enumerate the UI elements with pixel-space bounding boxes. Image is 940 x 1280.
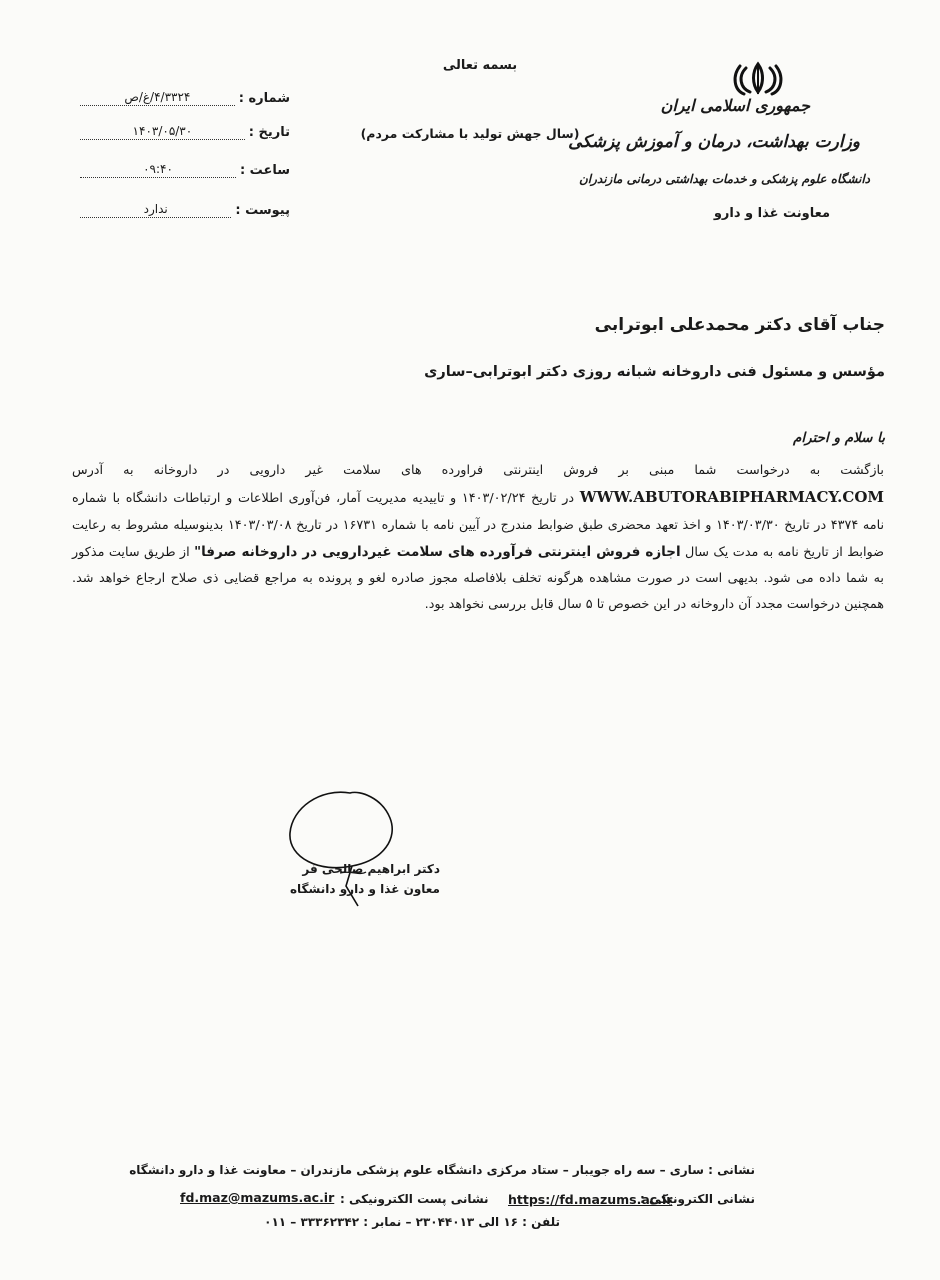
body-part-1: بازگشت به درخواست شما مبنی بر فروش اینترنتی فراورده های سلامت غیر دارویی در داروخانه به آدرس bbox=[72, 463, 884, 478]
letterhead-country: جمهوری اسلامی ایران bbox=[660, 96, 810, 115]
bismillah-heading: بسمه تعالی bbox=[442, 58, 518, 73]
body-part-3: از طریق سایت مذکور به شما داده می شود. بدیهی است در صورت مشاهده هرگونه تخلف بلافاصله مجوز صادره لغو و پرونده به مراجع قضایی ذی صلاح ارجاع خواهد شد. همچنین درخواست مجدد آن داروخانه در این خصوص تا ۵ سال قابل بررسی نخواهد بود. bbox=[72, 544, 884, 613]
letterhead-department: معاونت غذا و دارو bbox=[713, 206, 830, 221]
meta-time-label: ساعت : bbox=[239, 163, 290, 178]
signatory-name: دکتر ابراهیم صالحی فر bbox=[302, 862, 440, 876]
pharmacy-url: WWW.ABUTORABIPHARMACY.COM bbox=[579, 488, 884, 507]
year-slogan: (سال جهش تولید با مشارکت مردم) bbox=[360, 126, 580, 141]
meta-time-value: ۰۹:۴۰ bbox=[80, 162, 236, 178]
meta-number-value: ۴/۳۳۲۴/غ/ص bbox=[80, 90, 235, 106]
meta-attachment bbox=[80, 196, 290, 218]
meta-number bbox=[80, 84, 290, 106]
letter-body bbox=[72, 458, 884, 619]
body-part-2: در تاریخ ۱۴۰۳/۰۲/۲۴ و تاییدیه مدیریت آمار، فن‌آوری اطلاعات و ارتباطات دانشگاه با شماره نامه ۴۳۷۴ در تاریخ ۱۴۰۳/۰۳/۳۰ و اخذ تعهد محضری طبق ضوابط مندرج در آیین نامه با شماره ۱۶۷۳۱ در تاریخ ۱۴۰۳/۰۳/۰۸ بدینوسیله مشروط به رعایت ضوابط از تاریخ نامه به مدت یک سال bbox=[72, 491, 885, 560]
meta-date-value: ۱۴۰۳/۰۵/۳۰ bbox=[80, 124, 245, 140]
signatory-role: معاون غذا و دارو دانشگاه bbox=[289, 882, 440, 896]
meta-date bbox=[80, 118, 290, 140]
letterhead-ministry: وزارت بهداشت، درمان و آموزش پزشکی bbox=[568, 132, 860, 152]
recipient-name: جناب آقای دکتر محمدعلی ابوترابی bbox=[594, 315, 885, 335]
meta-number-label: شماره : bbox=[238, 91, 290, 106]
footer-email-link[interactable]: fd.maz@mazums.ac.ir bbox=[180, 1190, 335, 1205]
footer-address: نشانی : ساری – سه راه جویبار – ستاد مرکزی دانشگاه علوم پزشکی مازندران – معاونت غذا و دارو دانشگاه bbox=[129, 1163, 755, 1177]
greeting: با سلام و احترام bbox=[793, 430, 885, 446]
iran-emblem-icon bbox=[730, 60, 786, 96]
meta-date-label: تاریخ : bbox=[248, 125, 290, 140]
letterhead-university: دانشگاه علوم پزشکی و خدمات بهداشتی درمانی مازندران bbox=[578, 172, 870, 186]
footer-web-label: نشانی الکترونیکی : bbox=[640, 1192, 755, 1206]
meta-attachment-label: پیوست : bbox=[235, 203, 290, 218]
recipient-title: مؤسس و مسئول فنی داروخانه شبانه روزی دکتر ابوترابی–ساری bbox=[424, 364, 885, 380]
footer-phone: تلفن : ۱۶ الی ۲۳۰۴۴۰۱۳ – نمابر : ۳۳۳۶۲۳۴۲ – ۰۱۱ bbox=[264, 1215, 560, 1229]
footer-email-label: نشانی پست الکترونیکی : bbox=[340, 1192, 489, 1206]
meta-attachment-value: ندارد bbox=[80, 202, 231, 218]
body-permission-bold: اجازه فروش اینترنتی فرآورده های سلامت غیردارویی در داروخانه صرفا" bbox=[194, 543, 681, 560]
meta-time bbox=[80, 156, 290, 178]
footer-website-link[interactable]: https://fd.mazums.ac.ir bbox=[508, 1192, 673, 1207]
